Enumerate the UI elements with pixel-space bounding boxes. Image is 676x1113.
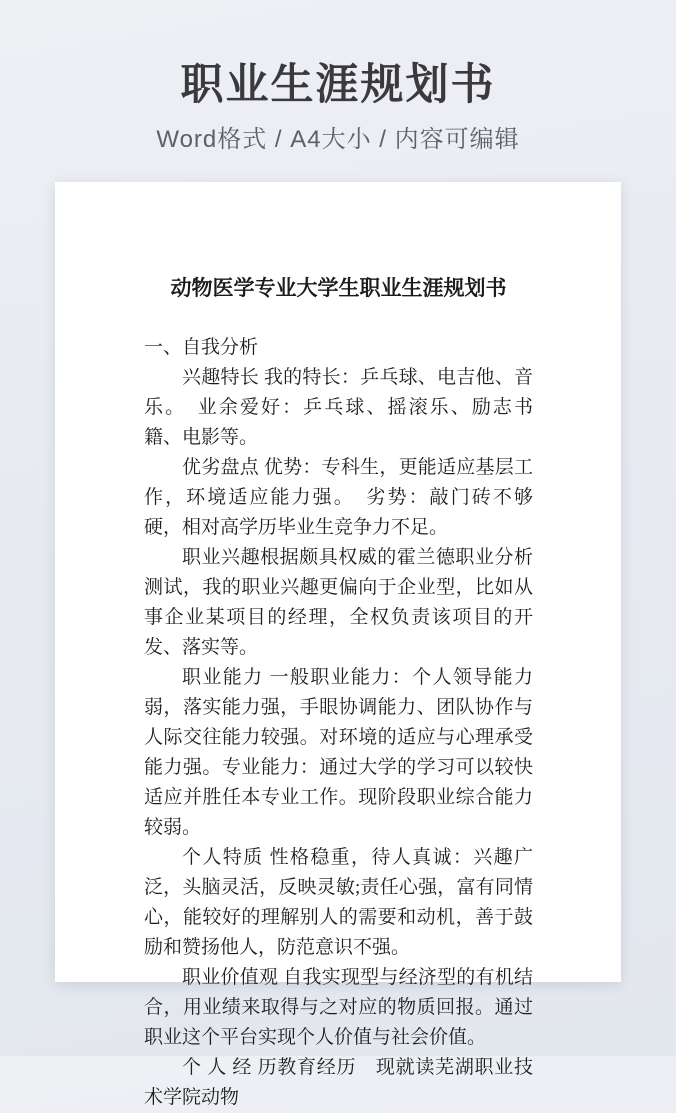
paragraph-strengths-weaknesses: 优劣盘点 优势：专科生，更能适应基层工作，环境适应能力强。 劣势：敲门砖不够硬，相对高学历毕业生竞争力不足。 <box>144 457 533 539</box>
paragraph-career-interest: 职业兴趣根据颇具权威的霍兰德职业分析测试，我的职业兴趣更偏向于企业型，比如从事企业某项目的经理，全权负责该项目的开发、落实等。 <box>144 547 533 659</box>
paragraph-interests: 兴趣特长 我的特长：乒乓球、电吉他、音乐。 业余爱好：乒乓球、摇滚乐、励志书籍、电影等。 <box>144 367 533 449</box>
paragraph-career-ability: 职业能力 一般职业能力：个人领导能力弱，落实能力强，手眼协调能力、团队协作与人际交往能力较强。对环境的适应与心理承受能力强。专业能力：通过大学的学习可以较快适应并胜任本专业工作。现阶段职业综合能力较弱。 <box>144 667 533 839</box>
paragraph-career-values: 职业价值观 自我实现型与经济型的有机结合，用业绩来取得与之对应的物质回报。通过职业这个平台实现个人价值与社会价值。 <box>144 967 533 1049</box>
document-title: 动物医学专业大学生职业生涯规划书 <box>170 276 507 301</box>
paragraph-personal-traits: 个人特质 性格稳重，待人真诚：兴趣广泛，头脑灵活，反映灵敏;责任心强，富有同情心，能较好的理解别人的需要和动机，善于鼓励和赞扬他人，防范意识不强。 <box>144 847 533 959</box>
preview-header <box>0 0 676 154</box>
document-body <box>144 333 533 1113</box>
a4-document-page <box>55 182 621 1109</box>
section-heading-self-analysis: 一、自我分析 <box>144 337 259 359</box>
paragraph-personal-experience: 个 人 经 历教育经历 现就读芜湖职业技术学院动物 <box>144 1057 533 1109</box>
preview-subtitle: Word格式 / A4大小 / 内容可编辑 <box>156 126 520 154</box>
preview-title: 职业生涯规划书 <box>180 61 496 109</box>
